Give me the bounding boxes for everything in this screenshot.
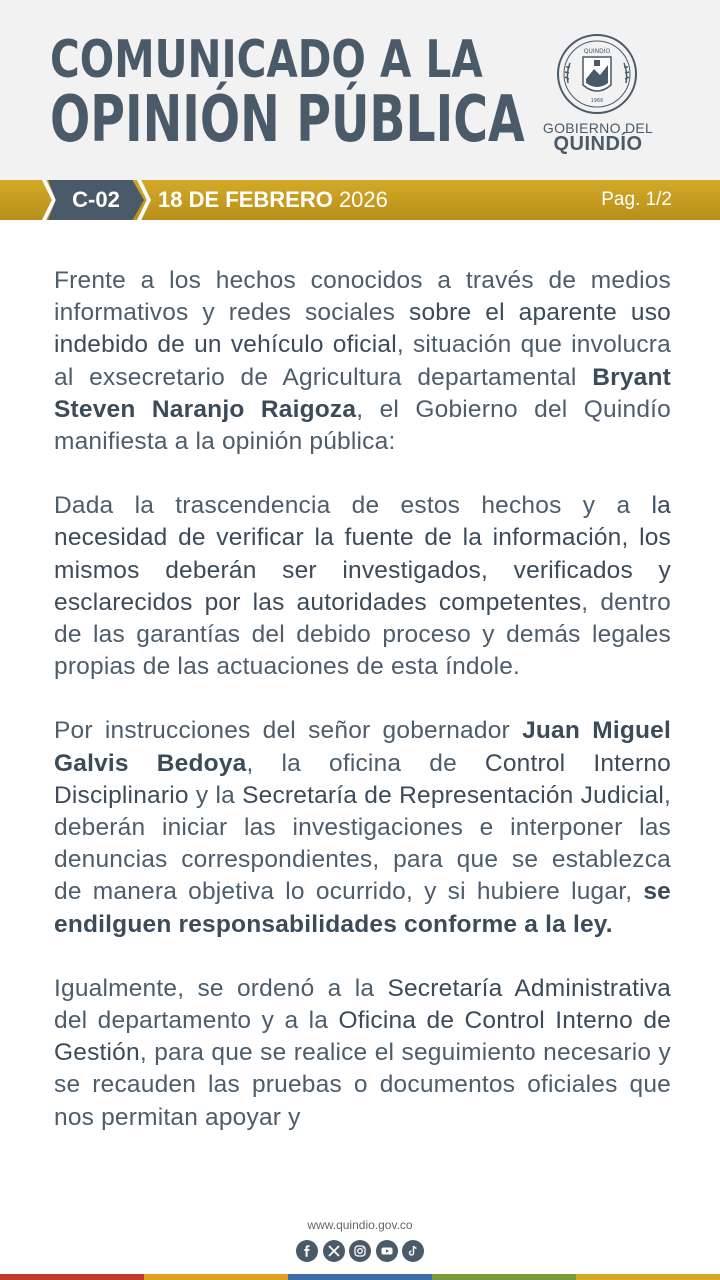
gov-name-line-1: GOBIERNO DEL: [542, 120, 654, 136]
paragraph-2: Dada la trascendencia de estos hechos y a la necesidad de verificar la fuente de la información, los mismos deberán ser investigados, verificados y esclarecidos por las autoridades competentes, dentro de las garantías del debido proceso y demás legales propias de las actuaciones de esta índole.: [54, 492, 671, 681]
stripe-segment: [144, 1274, 288, 1280]
stripe-segment: [432, 1274, 576, 1280]
paragraph-1: Frente a los hechos conocidos a través de medios informativos y redes sociales sobre el aparente uso indebido de un vehículo oficial, situación que involucra al exsecretario de Agricultura departamental Bryant Steven Naranjo Raigoza, el Gobierno del Quindío manifiesta a la opinión pública:: [54, 267, 671, 456]
stripe-segment: [0, 1274, 144, 1280]
gov-name-line-2: QUINDÍO: [553, 133, 643, 155]
stripe-segment: [576, 1274, 720, 1280]
youtube-icon[interactable]: [376, 1240, 398, 1262]
svg-text:1966: 1966: [590, 98, 604, 104]
header: [0, 0, 720, 180]
svg-text:QUINDÍO: QUINDÍO: [583, 48, 611, 55]
page-number: Pag. 1/2: [601, 189, 672, 210]
website-link[interactable]: www.quindio.gov.co: [307, 1218, 413, 1232]
communique-body: [54, 265, 671, 1166]
paragraph-3: Por instrucciones del señor gobernador Juan Miguel Galvis Bedoya, la oficina de Control Interno Disciplinario y la Secretaría de Representación Judicial, deberán iniciar las investigaciones e interponer las denuncias correspondientes, para que se establezca de manera objetiva lo ocurrido, y si hubiere lugar, se endilguen responsabilidades conforme a la ley.: [54, 717, 671, 938]
paragraph-4: Igualmente, se ordenó a la Secretaría Administrativa del departamento y a la Oficina de Control Interno de Gestión, para que se realice el seguimiento necesario y se recauden las pruebas o documentos oficiales que nos permitan apoyar y: [54, 974, 671, 1131]
color-stripe: [0, 1274, 720, 1280]
document-code: C-02: [72, 187, 120, 212]
social-links: [296, 1240, 424, 1264]
tiktok-icon[interactable]: [402, 1240, 424, 1262]
stripe-segment: [288, 1274, 432, 1280]
date-day-month: 18 DE FEBRERO: [158, 187, 333, 212]
title-line-1: COMUNICADO A LA: [50, 30, 483, 90]
x-icon[interactable]: [323, 1240, 345, 1262]
document-date: [158, 180, 388, 220]
date-year: 2026: [332, 187, 388, 212]
quindio-seal-logo: [556, 33, 638, 115]
title-line-2: OPINIÓN PÚBLICA: [50, 83, 525, 157]
facebook-icon[interactable]: [296, 1240, 318, 1262]
instagram-icon[interactable]: [349, 1240, 371, 1262]
